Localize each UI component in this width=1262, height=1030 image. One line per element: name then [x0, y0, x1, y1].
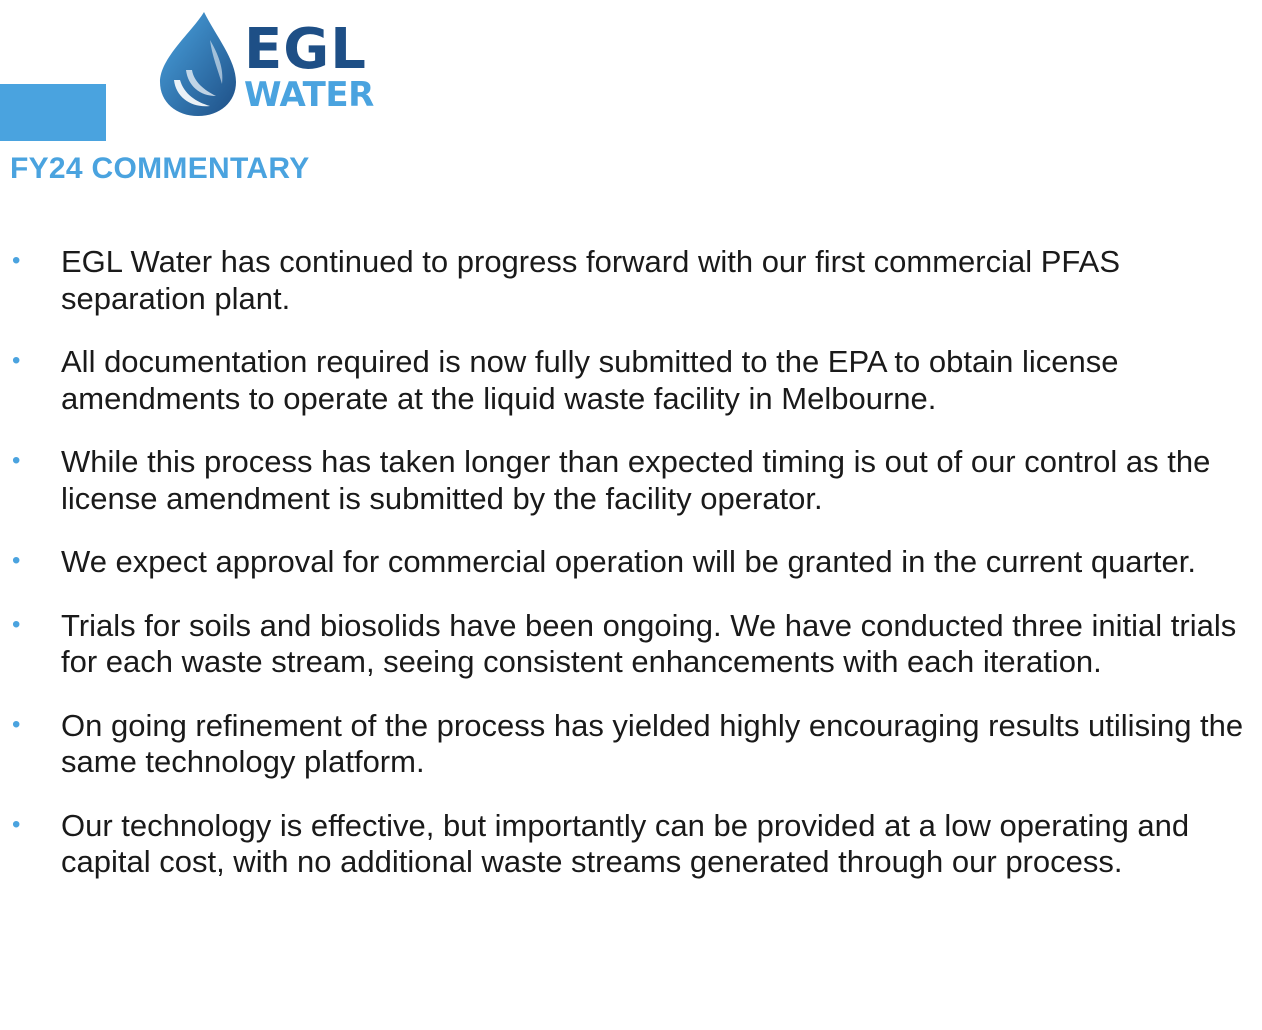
list-item	[0, 244, 1262, 317]
list-item	[0, 544, 1262, 581]
commentary-list	[0, 244, 1262, 908]
list-item	[0, 608, 1262, 681]
bullet-text: We expect approval for commercial operation will be granted in the current quarter.	[61, 544, 1196, 579]
logo-wordmark	[244, 6, 374, 115]
list-item	[0, 708, 1262, 781]
company-logo	[152, 6, 392, 118]
bullet-text: Trials for soils and biosolids have been ongoing. We have conducted three initial trials for each waste stream, seeing consistent enhancements with each iteration.	[61, 607, 1237, 679]
bullet-icon: •	[12, 610, 21, 638]
bullet-icon: •	[12, 710, 21, 738]
bullet-icon: •	[12, 547, 21, 574]
bullet-text: On going refinement of the process has yielded highly encouraging results utilising the same technology platform.	[61, 707, 1244, 779]
bullet-text: While this process has taken longer than expected timing is out of our control as the license amendment is submitted by the facility operator.	[61, 444, 1211, 516]
bullet-icon: •	[12, 247, 21, 274]
accent-bar	[0, 84, 106, 141]
section-title: FY24 COMMENTARY	[10, 152, 310, 185]
bullet-icon: •	[12, 447, 21, 474]
bullet-text: Our technology is effective, but importantly can be provided at a low operating and capital cost, with no additional waste streams generated through our process.	[61, 807, 1190, 879]
list-item	[0, 344, 1262, 417]
bullet-icon: •	[12, 347, 21, 374]
logo-line-egl: EGL	[244, 17, 367, 82]
list-item	[0, 444, 1262, 517]
logo-line-water: WATER	[244, 75, 374, 115]
water-drop-icon	[152, 10, 242, 118]
list-item	[0, 808, 1262, 881]
bullet-icon: •	[12, 810, 21, 838]
bullet-text: EGL Water has continued to progress forward with our first commercial PFAS separation plant.	[61, 244, 1120, 316]
bullet-text: All documentation required is now fully submitted to the EPA to obtain license amendments to operate at the liquid waste facility in Melbourne.	[61, 344, 1119, 416]
